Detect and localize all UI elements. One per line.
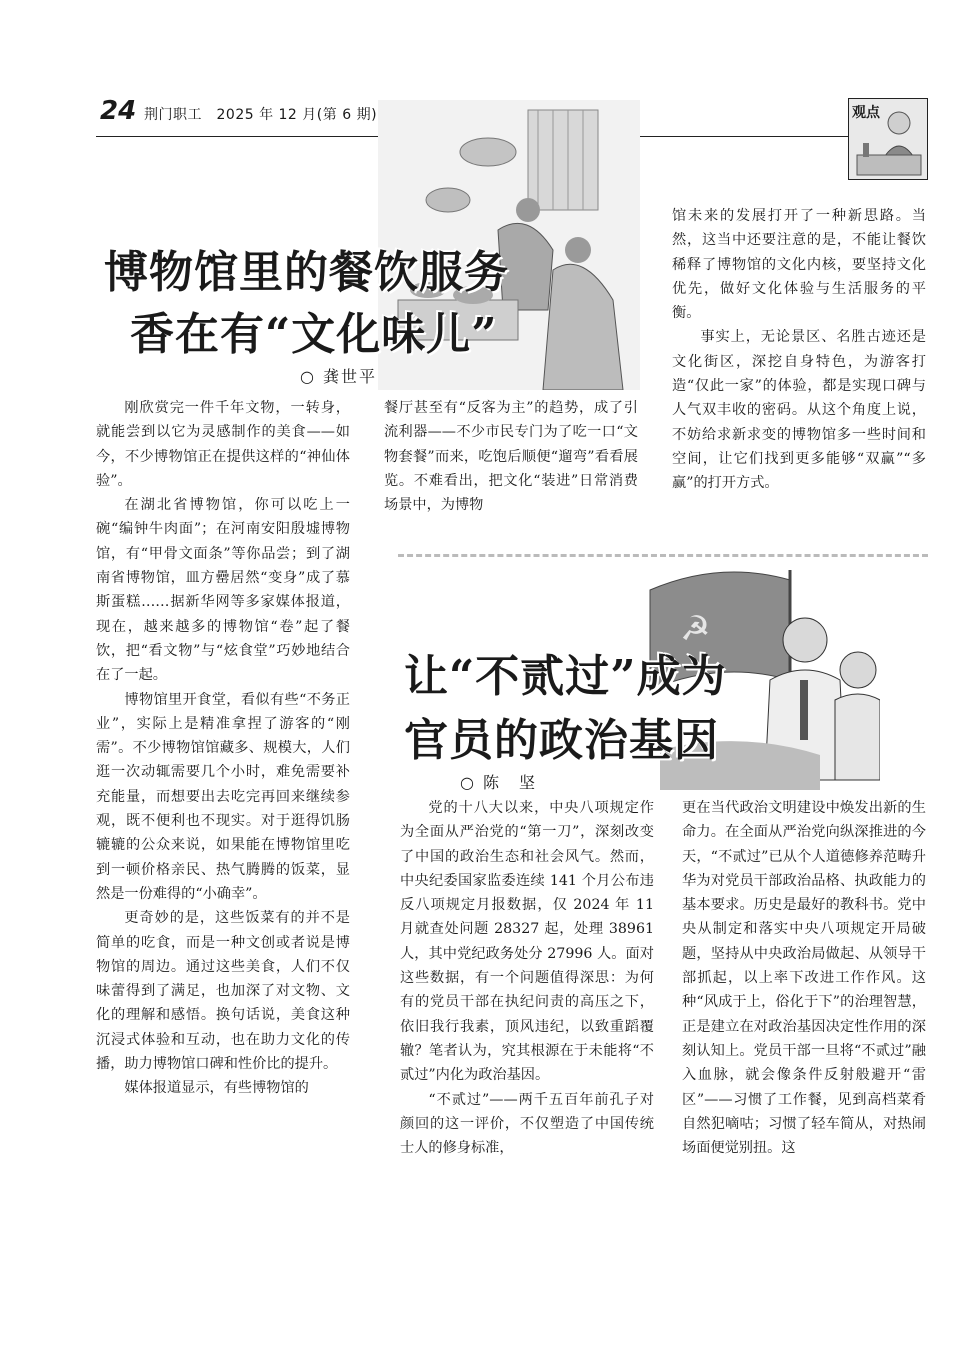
article1-author: ○ 龚世平 [300, 367, 378, 386]
paragraph: 更奇妙的是，这些饭菜有的并不是简单的吃食，而是一种文创或者说是博物馆的周边。通过这些美食，人们不仅味蕾得到了满足，也加深了对文物、文化的理解和感悟。换句话说，美食这种沉浸式体验和互动，也在助力文化的传播，助力博物馆口碑和性价比的提升。 [96, 910, 350, 1073]
paragraph: 党的十八大以来，中央八项规定作为全面从严治党的“第一刀”，深刻改变了中国的政治生态和社会风气。然而，中央纪委国家监委连续 141 个月公布违反八项规定月报数据，仅 2024 年 11 月就查处问题 28327 起，处理 38961 人，其中党纪政务处分 27996 人。面对这些数据，有一个问题值得深思：为何有的党员干部在执纪问责的高压之下，依旧我行我素，顶风违纪，以致重蹈覆辙？笔者认为，究其根源在于未能将“不贰过”内化为政治基因。 [400, 800, 654, 1084]
article2-author: ○ 陈 坚 [460, 773, 538, 792]
article2-column-1 [400, 796, 654, 1160]
article2-column-2 [682, 796, 926, 1160]
paragraph: 刚欣赏完一件千年文物，一转身，就能尝到以它为灵感制作的美食——如今，不少博物馆正在提供这样的“神仙体验”。 [96, 400, 350, 489]
article1-title-line2: 香在有“文化味儿” [130, 309, 498, 360]
svg-text:☭: ☭ [680, 609, 711, 649]
article1-column-2 [384, 396, 638, 517]
article2-title-line2: 官员的政治基因 [404, 715, 719, 766]
paragraph: 在湖北省博物馆，你可以吃上一碗“编钟牛肉面”；在河南安阳殷墟博物馆，有“甲骨文面条”等你品尝；到了湖南省博物馆，皿方罍居然“变身”成了慕斯蛋糕……据新华网等多家媒体报道，现在，越来越多的博物馆“卷”起了餐饮，把“看文物”与“炫食堂”巧妙地结合在了一起。 [96, 497, 350, 684]
section-label: 观点 [852, 105, 880, 121]
page-number: 24 [100, 96, 137, 126]
paragraph: “不贰过”——两千五百年前孔子对颜回的这一评价，不仅塑造了中国传统士人的修身标准， [400, 1091, 654, 1157]
paragraph: 事实上，无论景区、名胜古迹还是文化街区，深挖自身特色，为游客打造“仅此一家”的体验，都是实现口碑与人气双丰收的密码。从这个角度上说，不妨给求新求变的博物馆多一些时间和空间，让它们找到更多能够“双赢”“多赢”的打开方式。 [672, 329, 926, 492]
article1-column-3 [672, 204, 926, 496]
article2-title-line1: 让“不贰过”成为 [404, 651, 727, 702]
paragraph: 博物馆里开食堂，看似有些“不务正业”，实际上是精准拿捏了游客的“刚需”。不少博物馆馆藏多、规模大，人们逛一次动辄需要几个小时，难免需要补充能量，而想要出去吃完再回来继续参观，既不便利也不现实。对于逛得饥肠辘辘的公众来说，如果能在博物馆里吃到一顿价格亲民、热气腾腾的饭菜，显然是一份难得的“小确幸”。 [96, 691, 350, 902]
paragraph: 更在当代政治文明建设中焕发出新的生命力。在全面从严治党向纵深推进的今天，“不贰过”已从个人道德修养范畴升华为对党员干部政治品格、执政能力的基本要求。历史是最好的教科书。党中央从制定和落实中央八项规定开局破题，坚持从中央政治局做起、从领导干部抓起，以上率下改进工作作风。这种“风成于上，俗化于下”的治理智慧，正是建立在对政治基因决定性作用的深刻认知上。党员干部一旦将“不贰过”融入血脉，就会像条件反射般避开“雷区”——习惯了工作餐，见到高档菜肴自然犯嘀咕；习惯了轻车简从，对热闹场面便觉别扭。这 [682, 800, 926, 1157]
paragraph: 馆未来的发展打开了一种新思路。当然，这当中还要注意的是，不能让餐饮稀释了博物馆的文化内核，要坚持文化优先，做好文化体验与生活服务的平衡。 [672, 208, 926, 322]
article-divider [398, 554, 928, 557]
paragraph: 媒体报道显示，有些博物馆的 [124, 1080, 309, 1097]
publication-line: 荆门职工 2025 年 12 月(第 6 期) [144, 107, 378, 123]
article1-title-line1: 博物馆里的餐饮服务 [104, 247, 509, 298]
article1-column-1 [96, 396, 350, 1101]
paragraph: 餐厅甚至有“反客为主”的趋势，成了引流利器——不少市民专门为了吃一口“文物套餐”而来，吃饱后顺便“遛弯”看看展览。不难看出，把文化“装进”日常消费场景中，为博物 [384, 400, 638, 514]
